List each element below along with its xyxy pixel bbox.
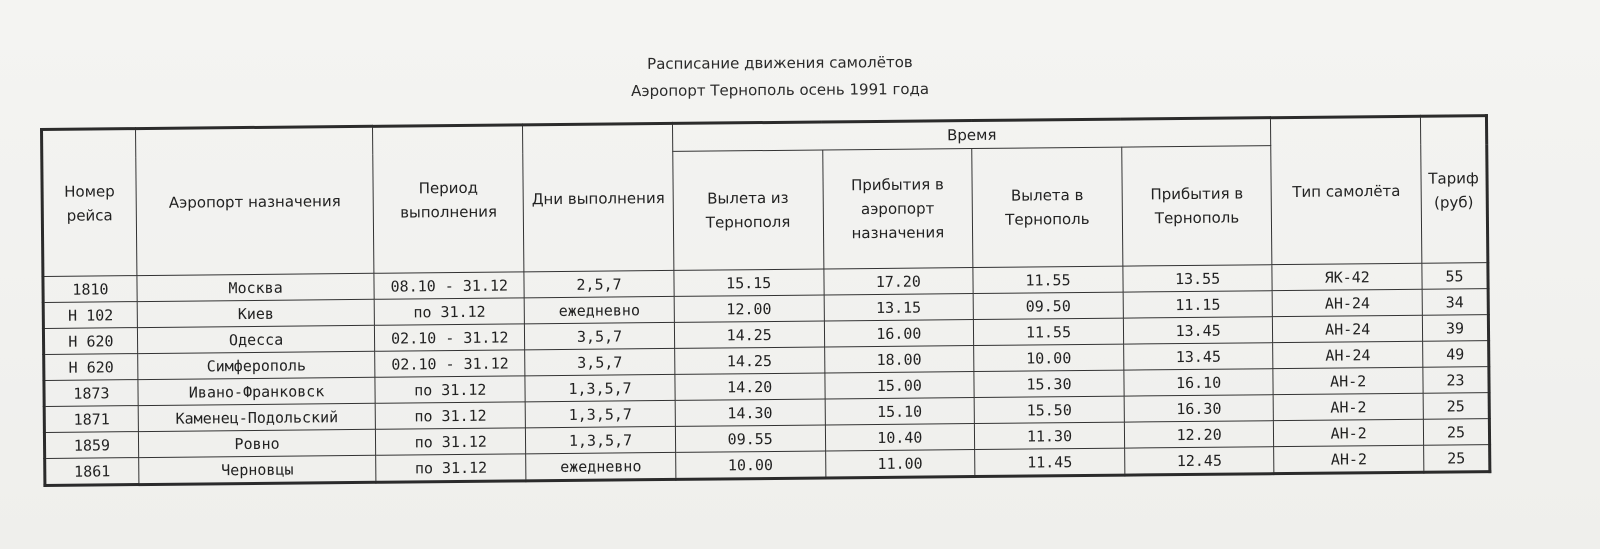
cell-dep-to: 11.30 (975, 422, 1125, 449)
header-period: Период выполнения (373, 125, 524, 273)
cell-period: по 31.12 (375, 376, 525, 403)
cell-arr-to: 13.55 (1123, 265, 1273, 292)
cell-dep-from: 14.25 (674, 321, 824, 348)
cell-dep-from: 15.15 (674, 269, 824, 296)
cell-aircraft: ЯК-42 (1272, 263, 1422, 290)
cell-dep-from: 14.30 (675, 399, 825, 426)
cell-period: по 31.12 (374, 298, 524, 325)
cell-arr-to: 12.45 (1124, 447, 1274, 475)
cell-flight: 1861 (45, 458, 139, 486)
cell-dep-to: 11.45 (975, 448, 1125, 476)
cell-destination: Симферополь (137, 351, 375, 379)
cell-aircraft: АН-2 (1273, 367, 1423, 394)
cell-fare: 55 (1422, 263, 1488, 290)
cell-fare: 49 (1423, 341, 1489, 368)
header-time-group: Время (672, 118, 1271, 152)
cell-period: по 31.12 (376, 428, 526, 455)
cell-arr-to: 11.15 (1123, 291, 1273, 318)
cell-arr-to: 13.45 (1123, 317, 1273, 344)
header-arr-dest: Прибытия в аэропорт назначения (822, 149, 973, 269)
cell-fare: 34 (1422, 289, 1488, 316)
cell-arr-dest: 13.15 (824, 294, 974, 321)
document-title (560, 48, 1000, 105)
cell-dep-to: 15.30 (974, 370, 1124, 397)
header-fare: Тариф (руб) (1420, 116, 1487, 264)
cell-destination: Ивано-Франковск (138, 377, 376, 405)
cell-period: по 31.12 (375, 402, 525, 429)
cell-dep-from: 14.20 (675, 373, 825, 400)
cell-aircraft: АН-24 (1273, 289, 1423, 316)
header-destination: Аэропорт назначения (135, 126, 374, 275)
title-line-2: Аэропорт Тернополь осень 1991 года (631, 79, 930, 101)
cell-fare: 39 (1422, 315, 1488, 342)
cell-aircraft: АН-2 (1274, 419, 1424, 446)
cell-arr-dest: 10.40 (825, 424, 975, 451)
cell-fare: 25 (1423, 419, 1489, 446)
title-line-1: Расписание движения самолётов (647, 53, 913, 73)
cell-arr-dest: 15.00 (824, 372, 974, 399)
cell-days: 3,5,7 (525, 348, 675, 375)
cell-dep-from: 09.55 (675, 425, 825, 452)
header-days: Дни выполнения (523, 123, 674, 271)
header-arr-to: Прибытия в Тернополь (1122, 146, 1273, 266)
cell-fare: 23 (1423, 367, 1489, 394)
cell-arr-to: 13.45 (1123, 343, 1273, 370)
cell-fare: 25 (1424, 445, 1490, 473)
cell-period: 02.10 - 31.12 (375, 350, 525, 377)
cell-aircraft: АН-2 (1274, 393, 1424, 420)
cell-dep-to: 11.55 (974, 318, 1124, 345)
cell-flight: Н 102 (43, 302, 137, 329)
cell-days: 1,3,5,7 (526, 426, 676, 453)
cell-arr-to: 12.20 (1124, 421, 1274, 448)
cell-dep-from: 10.00 (676, 451, 826, 479)
table-body (43, 263, 1490, 486)
cell-dep-to: 09.50 (973, 292, 1123, 319)
schedule-table-wrap (40, 114, 1491, 487)
cell-days: 2,5,7 (524, 270, 674, 297)
header-aircraft: Тип самолёта (1271, 116, 1422, 264)
cell-flight: 1871 (44, 406, 138, 433)
cell-dep-to: 15.50 (974, 396, 1124, 423)
cell-destination: Москва (137, 273, 375, 301)
cell-destination: Киев (137, 299, 375, 327)
cell-arr-dest: 17.20 (823, 268, 973, 295)
cell-days: 3,5,7 (525, 322, 675, 349)
cell-fare: 25 (1423, 393, 1489, 420)
cell-days: 1,3,5,7 (525, 400, 675, 427)
cell-destination: Одесса (137, 325, 375, 353)
cell-dep-from: 12.00 (674, 295, 824, 322)
cell-dep-to: 10.00 (974, 344, 1124, 371)
cell-aircraft: АН-2 (1274, 445, 1424, 473)
header-dep-from: Вылета из Тернополя (673, 150, 824, 270)
cell-days: ежедневно (524, 296, 674, 323)
cell-flight: Н 620 (43, 328, 137, 355)
cell-period: по 31.12 (376, 454, 526, 482)
cell-arr-dest: 15.10 (825, 398, 975, 425)
cell-flight: Н 620 (44, 354, 138, 381)
cell-destination: Черновцы (138, 455, 376, 484)
schedule-table (40, 114, 1491, 487)
cell-days: 1,3,5,7 (525, 374, 675, 401)
cell-arr-dest: 11.00 (825, 450, 975, 478)
cell-days: ежедневно (526, 452, 676, 480)
header-flight: Номер рейса (42, 129, 137, 277)
cell-period: 08.10 - 31.12 (374, 272, 524, 299)
table-header (42, 116, 1488, 277)
cell-destination: Каменец-Подольский (138, 403, 376, 431)
header-dep-to: Вылета в Тернополь (972, 147, 1123, 267)
cell-flight: 1810 (43, 276, 137, 303)
cell-arr-to: 16.30 (1124, 395, 1274, 422)
cell-dep-from: 14.25 (675, 347, 825, 374)
cell-dep-to: 11.55 (973, 266, 1123, 293)
cell-flight: 1873 (44, 380, 138, 407)
cell-aircraft: АН-24 (1273, 341, 1423, 368)
cell-period: 02.10 - 31.12 (375, 324, 525, 351)
cell-flight: 1859 (44, 432, 138, 459)
cell-aircraft: АН-24 (1273, 315, 1423, 342)
cell-arr-to: 16.10 (1124, 369, 1274, 396)
cell-arr-dest: 16.00 (824, 320, 974, 347)
cell-destination: Ровно (138, 429, 376, 457)
cell-arr-dest: 18.00 (824, 346, 974, 373)
